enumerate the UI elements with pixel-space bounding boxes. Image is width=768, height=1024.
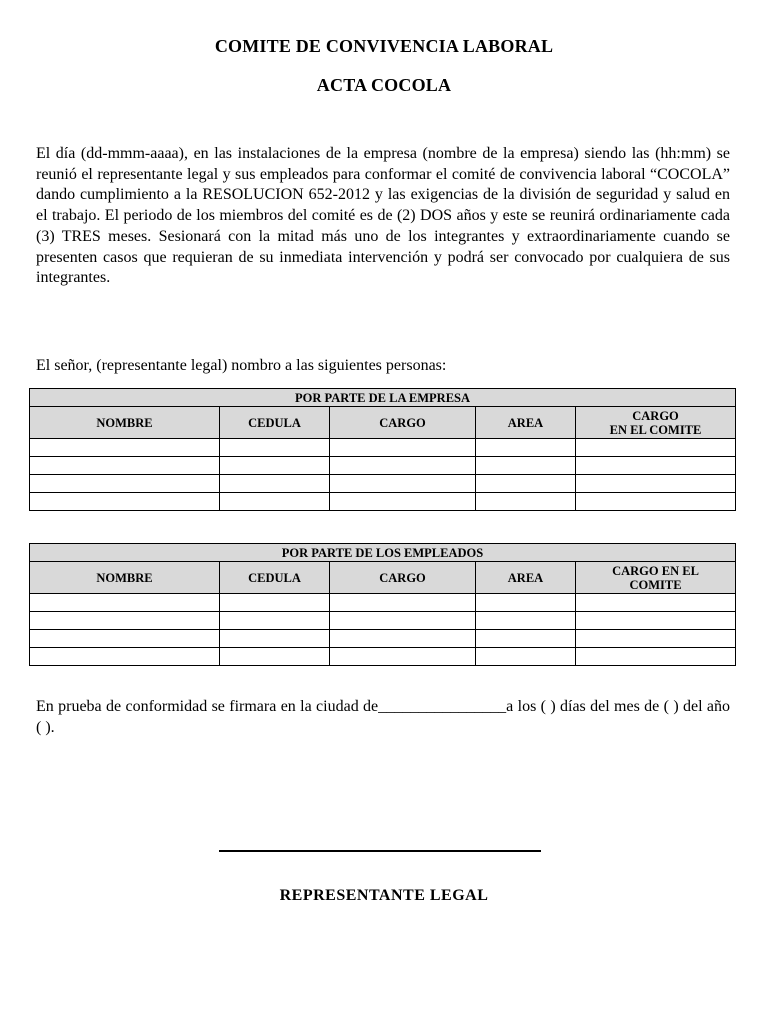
table-cell[interactable] <box>476 612 576 630</box>
table-cell[interactable] <box>576 612 736 630</box>
table-cell[interactable] <box>220 612 330 630</box>
table-cell[interactable] <box>30 457 220 475</box>
table-cell[interactable] <box>476 648 576 666</box>
company-band-header: POR PARTE DE LA EMPRESA <box>30 389 736 407</box>
table-cell[interactable] <box>30 493 220 511</box>
document-subtitle: ACTA COCOLA <box>316 75 452 95</box>
signature-label: REPRESENTANTE LEGAL <box>279 887 489 904</box>
table-cell[interactable] <box>330 594 476 612</box>
table-cell[interactable] <box>220 594 330 612</box>
table-cell[interactable] <box>30 475 220 493</box>
table-cell[interactable] <box>330 612 476 630</box>
table-cell[interactable] <box>576 475 736 493</box>
table-cell[interactable] <box>330 457 476 475</box>
table-cell[interactable] <box>576 493 736 511</box>
table-cell[interactable] <box>30 439 220 457</box>
employee-members-table <box>29 543 736 666</box>
column-header-area: AREA <box>476 562 576 594</box>
table-cell[interactable] <box>30 612 220 630</box>
table-cell[interactable] <box>476 439 576 457</box>
intro-paragraph: El día (dd-mmm-aaaa), en las instalaciones de la empresa (nombre de la empresa) siendo las (hh:mm) se reunió el representante legal y sus empleados para conformar el comité de convivencia laboral “COCOLA” dando cumplimiento a la RESOLUCION 652-2012 y las exigencias de la división de seguridad y salud en el trabajo. El periodo de los miembros del comité es de (2) DOS años y este se reunirá ordinariamente cada (3) TRES meses. Sesionará con la mitad más uno de los integrantes y extraordinariamente cuando se presenten casos que requieran de su inmediata intervención y podrá ser convocado por cualquiera de sus integrantes. <box>36 145 730 287</box>
table-cell[interactable] <box>220 493 330 511</box>
table-cell[interactable] <box>30 630 220 648</box>
table-row <box>30 594 736 612</box>
table-cell[interactable] <box>476 457 576 475</box>
table-row <box>30 648 736 666</box>
column-header-cargo: CARGO <box>330 562 476 594</box>
closing-paragraph: En prueba de conformidad se firmara en la ciudad de________________a los ( ) días del mes de ( ) del año ( ). <box>36 698 730 736</box>
table-cell[interactable] <box>30 594 220 612</box>
column-header-nombre: NOMBRE <box>30 562 220 594</box>
table-row <box>30 493 736 511</box>
table-cell[interactable] <box>576 457 736 475</box>
column-header-cargo-comite: CARGO EN EL COMITE <box>576 407 736 439</box>
table-cell[interactable] <box>220 457 330 475</box>
company-members-table <box>29 388 736 511</box>
column-header-cargo: CARGO <box>330 407 476 439</box>
table-cell[interactable] <box>476 493 576 511</box>
table-row <box>30 475 736 493</box>
table-cell[interactable] <box>576 439 736 457</box>
table-cell[interactable] <box>220 475 330 493</box>
table-cell[interactable] <box>30 648 220 666</box>
table-cell[interactable] <box>330 475 476 493</box>
document-title: COMITE DE CONVIVENCIA LABORAL <box>214 36 554 56</box>
employees-band-header: POR PARTE DE LOS EMPLEADOS <box>30 544 736 562</box>
table-cell[interactable] <box>330 648 476 666</box>
table-row <box>30 630 736 648</box>
table-cell[interactable] <box>220 648 330 666</box>
table-cell[interactable] <box>476 594 576 612</box>
column-header-cargo-comite: CARGO EN EL COMITE <box>576 562 736 594</box>
column-header-area: AREA <box>476 407 576 439</box>
table-row <box>30 612 736 630</box>
table-cell[interactable] <box>220 439 330 457</box>
table-cell[interactable] <box>576 594 736 612</box>
table-cell[interactable] <box>476 630 576 648</box>
table-cell[interactable] <box>576 630 736 648</box>
table-cell[interactable] <box>476 475 576 493</box>
table-cell[interactable] <box>330 439 476 457</box>
signature-line <box>219 850 541 852</box>
table-cell[interactable] <box>330 493 476 511</box>
table-row <box>30 457 736 475</box>
table-cell[interactable] <box>576 648 736 666</box>
table-cell[interactable] <box>330 630 476 648</box>
column-header-cedula: CEDULA <box>220 562 330 594</box>
column-header-nombre: NOMBRE <box>30 407 220 439</box>
column-header-cedula: CEDULA <box>220 407 330 439</box>
table-row <box>30 439 736 457</box>
table-cell[interactable] <box>220 630 330 648</box>
appointment-line: El señor, (representante legal) nombro a las siguientes personas: <box>36 357 447 374</box>
